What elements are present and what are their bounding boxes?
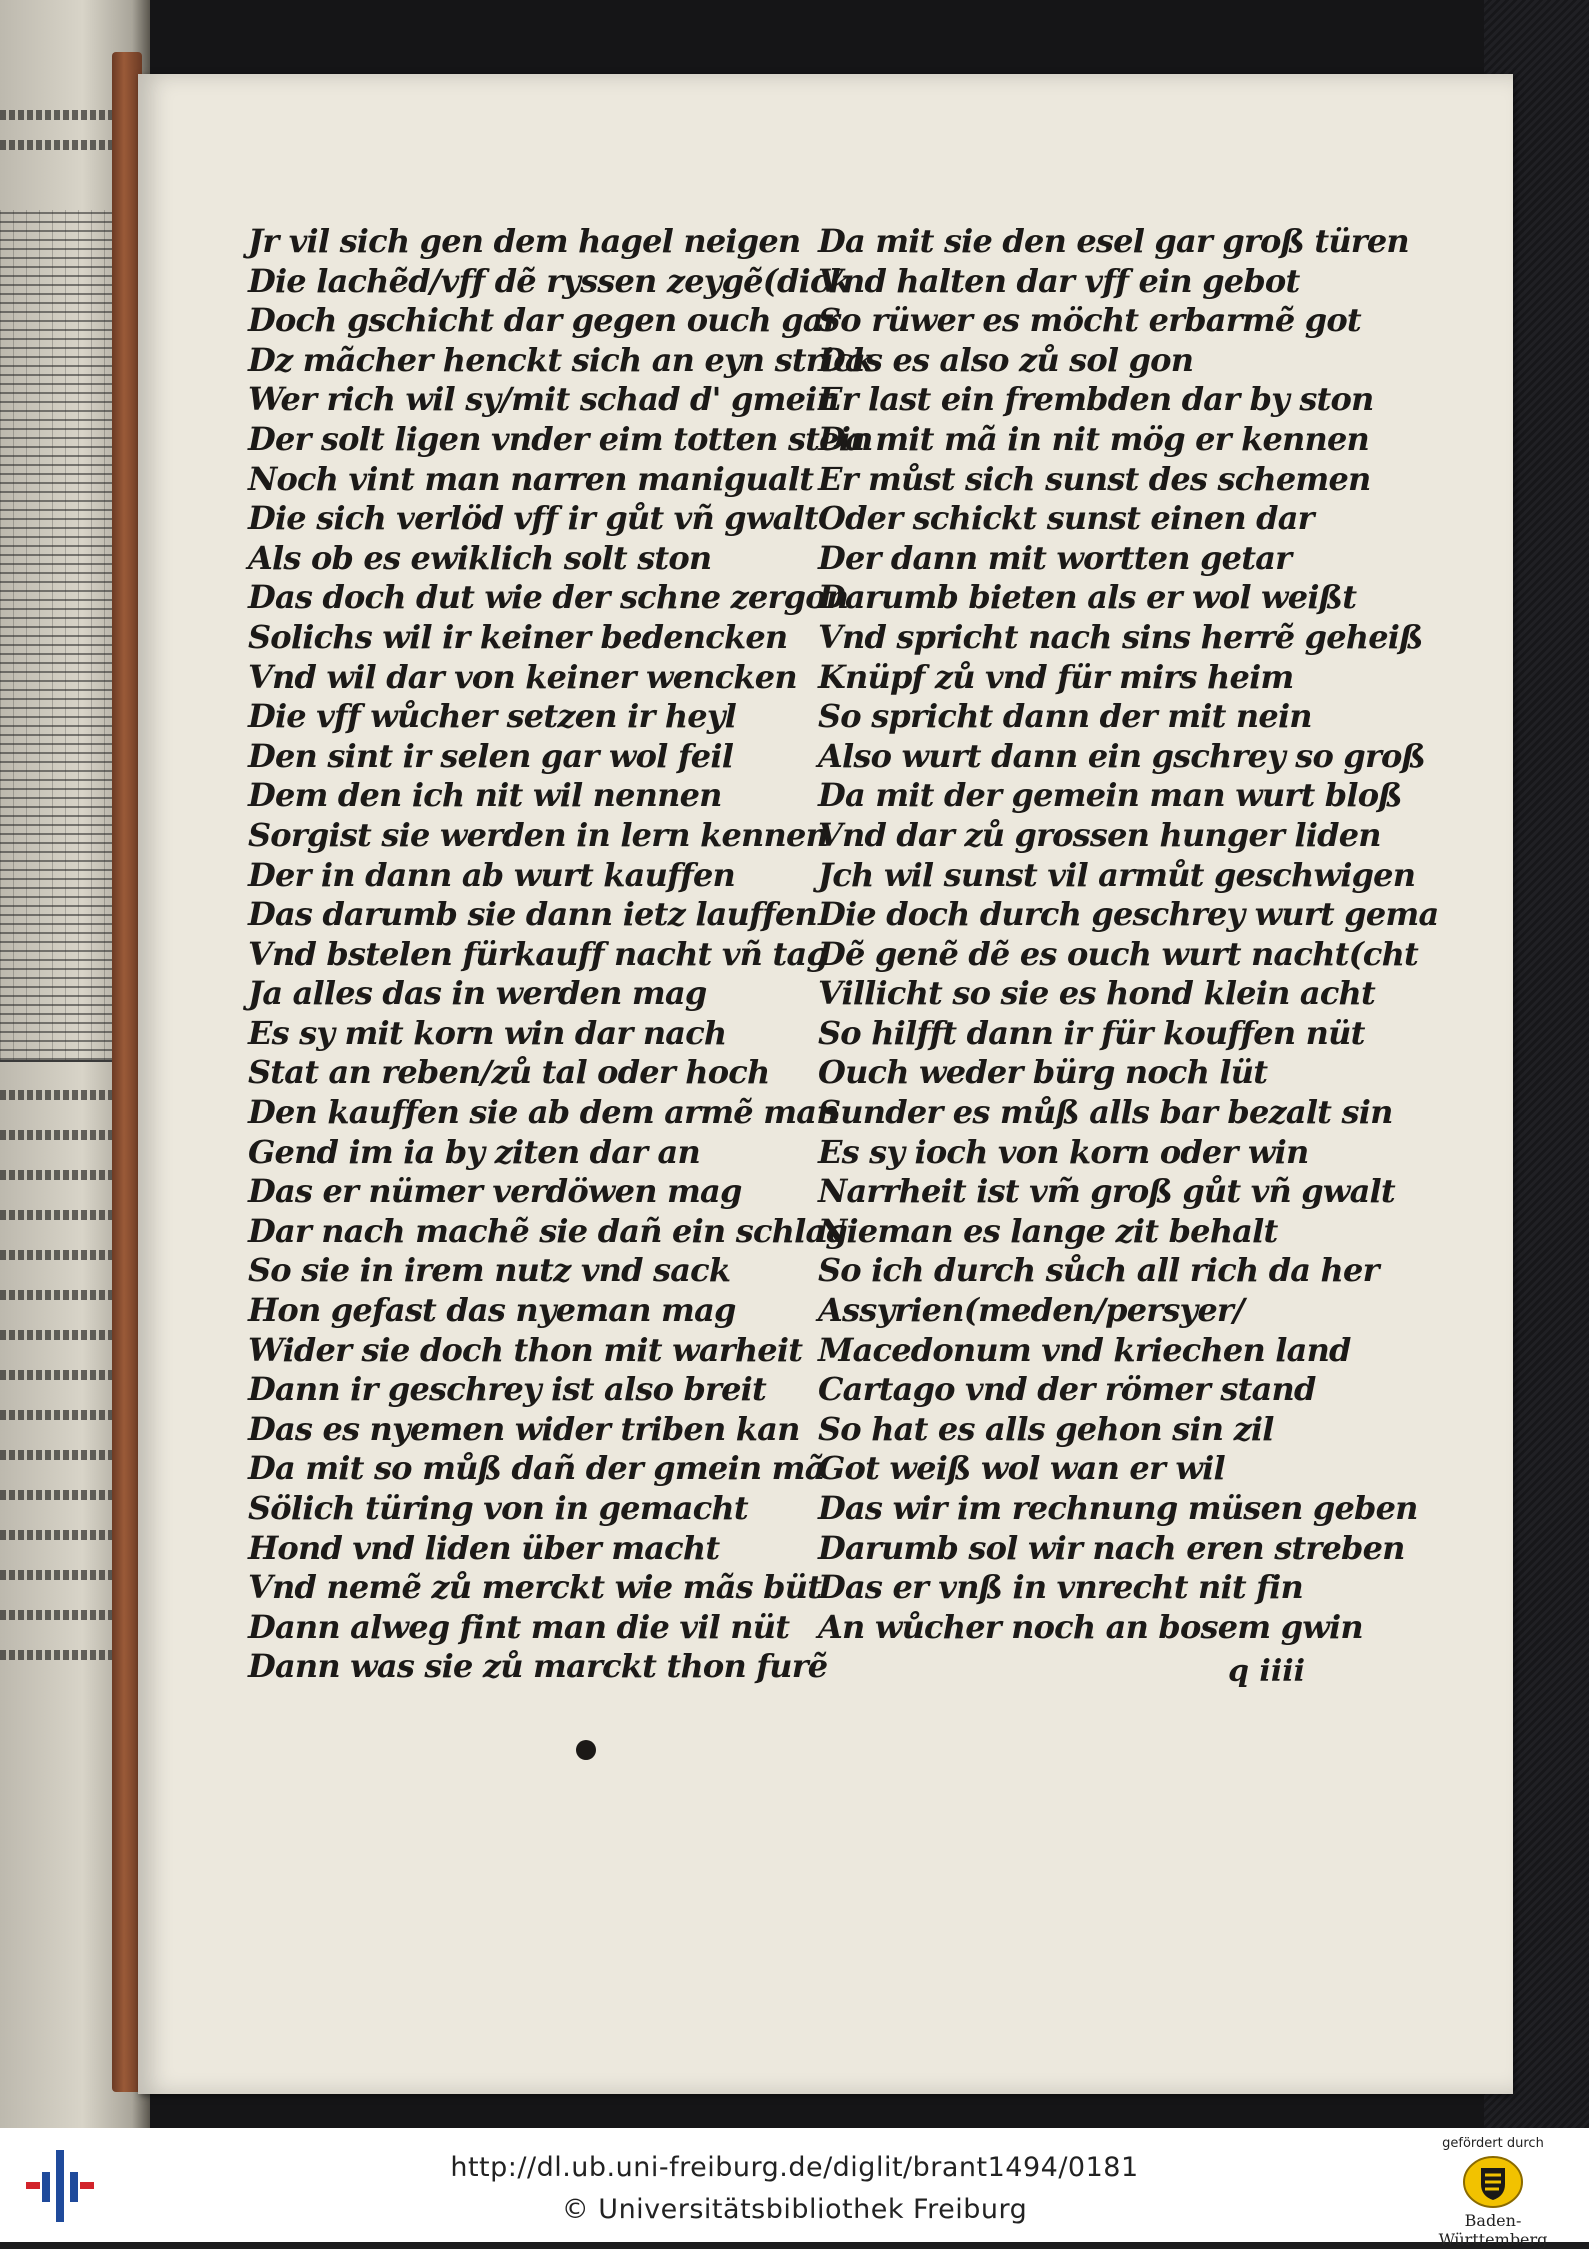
text-line: Das darumb sie dann ietz lauffen — [248, 895, 818, 934]
text-line: Vnd nemẽ zů merckt wie mãs büt — [248, 1568, 822, 1607]
text-line: Er last ein frembden dar by ston — [818, 380, 1374, 419]
text-line: Dann ir geschrey ist also breit — [248, 1370, 766, 1409]
text-line: Den kauffen sie ab dem armẽ man — [248, 1093, 839, 1132]
text-line: Gend im ia by ziten dar an — [248, 1132, 700, 1171]
text-line: Macedonum vnd kriechen land — [818, 1330, 1351, 1369]
sponsor-label: gefördert durch — [1442, 2136, 1544, 2151]
text-line: Vnd bstelen fürkauff nacht vñ tag — [248, 934, 828, 973]
text-line: Dar nach machẽ sie dañ ein schlag — [248, 1211, 847, 1250]
text-line: Das es also zů sol gon — [818, 340, 1194, 379]
text-line: So hilfft dann ir für kouffen nüt — [818, 1013, 1365, 1052]
right-text-column — [818, 222, 1518, 1687]
text-line: Das wir im rechnung müsen geben — [818, 1489, 1418, 1527]
baden-wuerttemberg-crest-icon — [1462, 2155, 1524, 2209]
text-line: Den sint ir selen gar wol feil — [248, 736, 734, 775]
sponsor-block — [1413, 2136, 1573, 2249]
text-line: So spricht dann der mit nein — [818, 697, 1312, 736]
text-line: Vnd wil dar von keiner wencken — [248, 657, 797, 696]
text-line: Sölich türing von in gemacht — [248, 1489, 748, 1527]
text-line: So hat es alls gehon sin zil — [818, 1409, 1274, 1448]
text-line: Darumb sol wir nach eren streben — [818, 1528, 1405, 1567]
text-line: Doch gschicht dar gegen ouch gar — [248, 301, 839, 340]
text-line: Er můst sich sunst des schemen — [818, 459, 1371, 498]
text-line: Dann alweg fint man die vil nüt — [248, 1607, 790, 1646]
text-line: Die lachẽd/vff dẽ ryssen zeygẽ(dick — [248, 261, 851, 300]
text-line: Knüpf zů vnd für mirs heim — [818, 657, 1294, 696]
text-line: An wůcher noch an bosem gwin — [818, 1607, 1363, 1646]
text-line: Da mit so můß dañ der gmein mã — [248, 1449, 825, 1488]
text-line — [818, 1647, 1518, 1687]
text-line: Assyrien(meden/persyer/ — [818, 1291, 1244, 1330]
text-line: Sorgist sie werden in lern kennen — [248, 815, 828, 854]
text-line: Wer rich wil sy/mit schad d' gmein — [248, 380, 839, 419]
text-line: Das doch dut wie der schne zergon — [248, 578, 849, 617]
text-line: Vnd spricht nach sins herrẽ geheiß — [818, 617, 1423, 656]
text-line: Das er vnß in vnrecht nit fin — [818, 1568, 1303, 1607]
text-line: Wider sie doch thon mit warheit — [248, 1330, 803, 1369]
text-line: Dz mãcher henckt sich an eyn strick — [248, 340, 874, 379]
text-line: Die sich verlöd vff ir gůt vñ gwalt — [248, 499, 818, 538]
text-line: Es sy mit korn win dar nach — [248, 1013, 727, 1052]
ink-dot — [576, 1740, 596, 1760]
text-line: Sunder es můß alls bar bezalt sin — [818, 1093, 1393, 1132]
text-line: Cartago vnd der römer stand — [818, 1370, 1316, 1409]
text-line: Got weiß wol wan er wil — [818, 1449, 1225, 1488]
text-line: Der solt ligen vnder eim totten stein — [248, 419, 873, 458]
text-line: Vnd halten dar vff ein gebot — [818, 261, 1300, 300]
text-line: Als ob es ewiklich solt ston — [248, 538, 712, 577]
text-line: Nieman es lange zit behalt — [818, 1211, 1278, 1250]
text-line: Die vff wůcher setzen ir heyl — [248, 697, 737, 736]
text-line: Die doch durch geschrey wurt gema — [818, 895, 1439, 934]
viewer-footer — [0, 2128, 1589, 2249]
text-line: Da mit der gemein man wurt bloß — [818, 776, 1402, 815]
text-line: Solichs wil ir keiner bedencken — [248, 617, 788, 656]
text-line: Noch vint man narren manigualt — [248, 459, 814, 498]
text-line: Da mit mã in nit mög er kennen — [818, 419, 1369, 458]
text-line: So ich durch sůch all rich da her — [818, 1251, 1379, 1290]
copyright-text: © Universitätsbibliothek Freiburg — [561, 2194, 1028, 2225]
text-line: Dann was sie zů marckt thon furẽ — [248, 1647, 828, 1686]
text-line: Narrheit ist vm̃ groß gůt vñ gwalt — [818, 1172, 1395, 1211]
text-line: Da mit sie den esel gar groß türen — [818, 222, 1409, 260]
text-line: Ja alles das in werden mag — [248, 974, 707, 1013]
text-line: Jr vil sich gen dem hagel neigen — [248, 222, 801, 260]
document-url-link[interactable]: http://dl.ub.uni-freiburg.de/diglit/brant1494/0181 — [450, 2152, 1139, 2183]
text-line: Dem den ich nit wil nennen — [248, 776, 722, 815]
signature-mark: q iiii — [1228, 1654, 1306, 1689]
text-line: Der dann mit wortten getar — [818, 538, 1292, 577]
text-line: So rüwer es möcht erbarmẽ got — [818, 301, 1361, 340]
book-page — [138, 74, 1513, 2094]
text-line: Ouch weder bürg noch lüt — [818, 1053, 1268, 1092]
text-line: So sie in irem nutz vnd sack — [248, 1251, 731, 1290]
text-line: Es sy ioch von korn oder win — [818, 1132, 1309, 1171]
text-line: Also wurt dann ein gschrey so groß — [818, 736, 1426, 775]
text-line: Das es nyemen wider triben kan — [248, 1409, 800, 1448]
text-line: Der in dann ab wurt kauffen — [248, 855, 736, 894]
text-line: Hon gefast das nyeman mag — [248, 1291, 736, 1330]
text-line: Jch wil sunst vil armůt geschwigen — [818, 855, 1416, 894]
sponsor-name: Baden-Württemberg — [1438, 2211, 1548, 2249]
text-line: Darumb bieten als er wol weißt — [818, 578, 1357, 617]
text-line: Villicht so sie es hond klein acht — [818, 974, 1375, 1013]
text-line: Vnd dar zů grossen hunger liden — [818, 815, 1381, 854]
previous-page-woodcut — [0, 210, 122, 1062]
text-line: Hond vnd liden über macht — [248, 1528, 720, 1567]
text-line: Stat an reben/zů tal oder hoch — [248, 1053, 770, 1092]
text-line: Das er nümer verdöwen mag — [248, 1172, 742, 1211]
text-line: Oder schickt sunst einen dar — [818, 499, 1314, 538]
text-line: Dẽ genẽ dẽ es ouch wurt nacht(cht — [818, 934, 1419, 973]
